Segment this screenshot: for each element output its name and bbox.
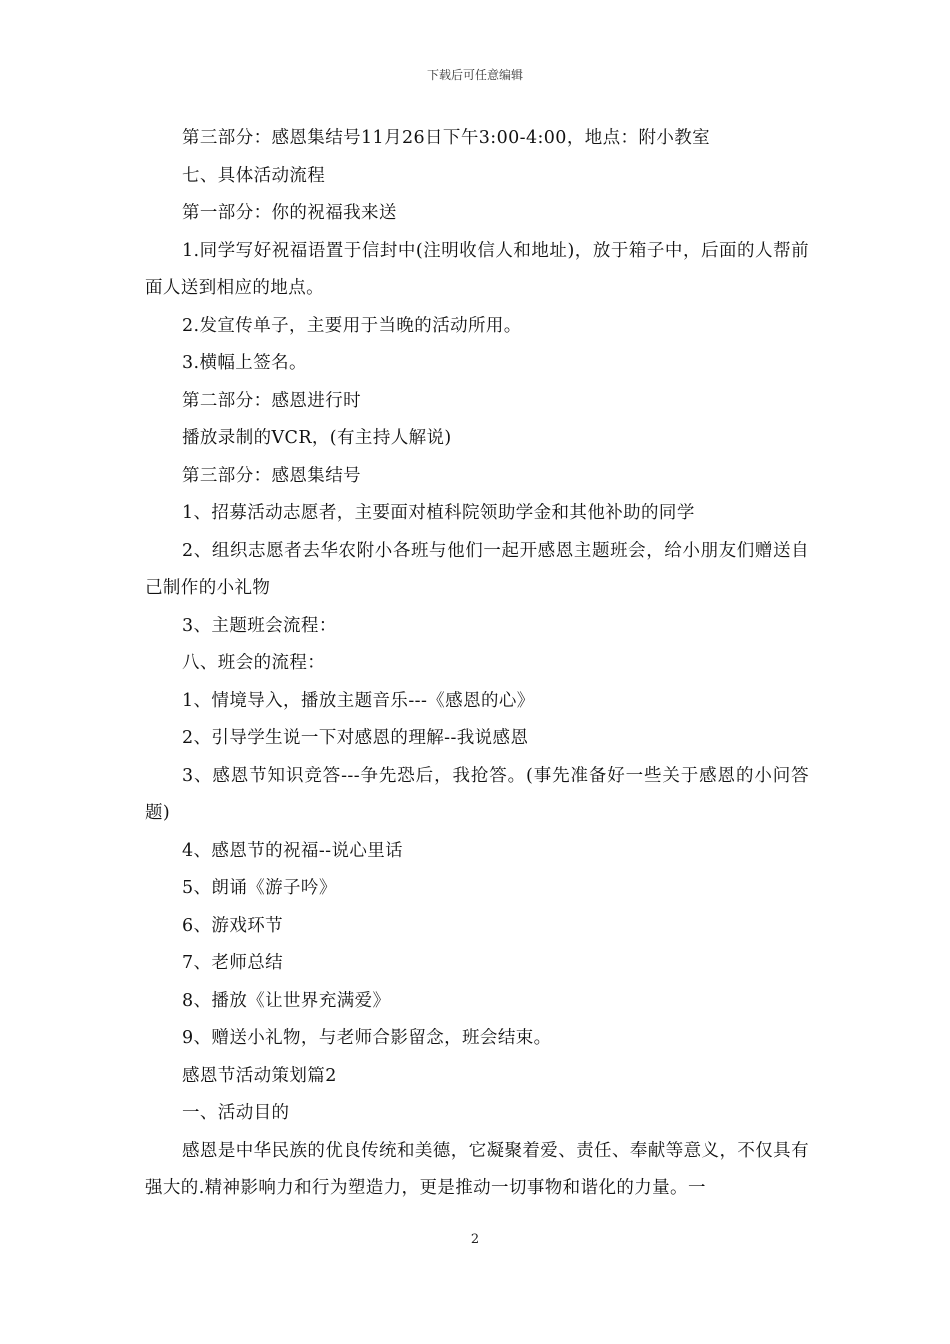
paragraph: 播放录制的VCR，(有主持人解说) (182, 428, 452, 448)
list-item: 8、播放《让世界充满爱》 (182, 990, 391, 1011)
list-item: 9、赠送小礼物，与老师合影留念，班会结束。 (182, 1028, 552, 1048)
list-item: 3、感恩节知识竞答---争先恐后，我抢答。(事先准备好一些关于感恩的小问答题) (145, 765, 809, 823)
paragraph: 3、主题班会流程： (182, 615, 337, 636)
paragraph: 2.发宣传单子，主要用于当晚的活动所用。 (182, 315, 522, 336)
paragraph: 1、招募活动志愿者，主要面对植科院领助学金和其他补助的同学 (182, 503, 695, 523)
list-item: 1、情境导入，播放主题音乐---《感恩的心》 (182, 690, 535, 711)
list-item: 5、朗诵《游子吟》 (182, 878, 337, 898)
paragraph: 第一部分：你的祝福我来送 (182, 203, 397, 223)
paragraph: 2、组织志愿者去华农附小各班与他们一起开感恩主题班会，给小朋友们赠送自己制作的小礼物 (145, 540, 809, 598)
list-item: 6、游戏环节 (182, 915, 284, 936)
document-body (145, 120, 809, 1208)
paragraph: 3.横幅上签名。 (182, 353, 307, 373)
section-heading: 七、具体活动流程 (182, 165, 326, 186)
paragraph: 第三部分：感恩集结号 (182, 465, 361, 486)
section-heading: 一、活动目的 (182, 1103, 290, 1123)
list-item: 7、老师总结 (182, 953, 284, 973)
list-item: 4、感恩节的祝福--说心里话 (182, 840, 404, 861)
section-title: 感恩节活动策划篇2 (182, 1065, 337, 1086)
page-header: 下载后可任意编辑 (426, 68, 523, 82)
paragraph: 第三部分：感恩集结号11月26日下午3:00-4:00，地点：附小教室 (182, 128, 711, 148)
list-item: 2、引导学生说一下对感恩的理解--我说感恩 (182, 728, 529, 748)
paragraph: 第二部分：感恩进行时 (182, 390, 361, 411)
paragraph: 感恩是中华民族的优良传统和美德，它凝聚着爱、责任、奉献等意义，不仅具有强大的.精神影响力和行为塑造力，更是推动一切事物和谐化的力量。一 (145, 1140, 809, 1198)
section-heading: 八、班会的流程： (182, 653, 326, 673)
paragraph: 1.同学写好祝福语置于信封中(注明收信人和地址)，放于箱子中，后面的人帮前面人送到相应的地点。 (145, 240, 809, 298)
page-number: 2 (470, 1232, 480, 1247)
